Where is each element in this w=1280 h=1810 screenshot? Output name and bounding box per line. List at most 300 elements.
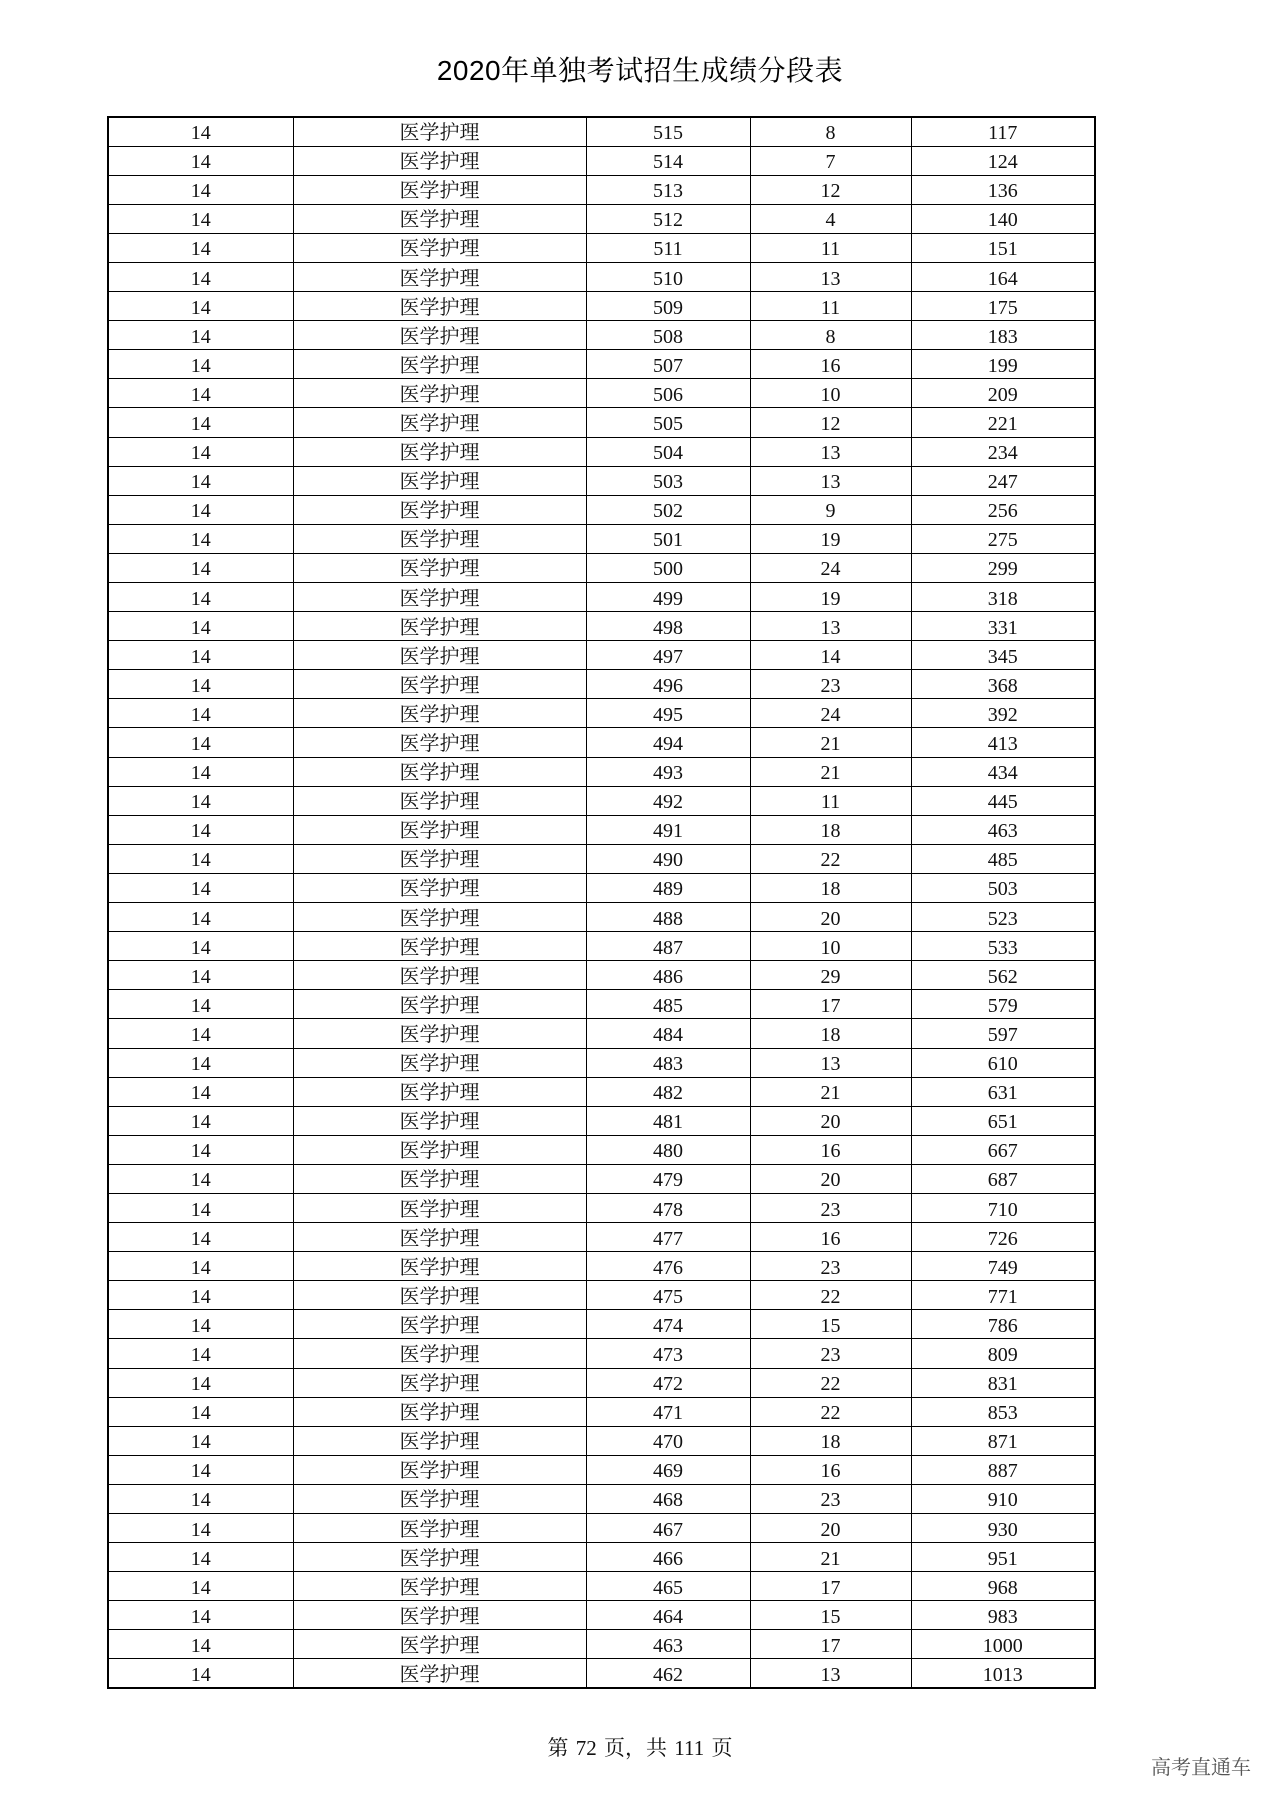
- cell-count: 21: [750, 1077, 911, 1106]
- cell-major: 医学护理: [293, 786, 586, 815]
- cell-major: 医学护理: [293, 321, 586, 350]
- table-row: [108, 175, 1095, 204]
- cell-category: 14: [108, 1223, 293, 1252]
- cell-score: 465: [586, 1572, 750, 1601]
- cell-category: 14: [108, 757, 293, 786]
- cell-score: 512: [586, 204, 750, 233]
- cell-count: 13: [750, 466, 911, 495]
- cell-count: 13: [750, 1659, 911, 1688]
- cell-score: 491: [586, 815, 750, 844]
- table-row: [108, 1281, 1095, 1310]
- cell-count: 7: [750, 146, 911, 175]
- cell-cumulative: 749: [911, 1252, 1095, 1281]
- watermark-text: 高考直通车: [1151, 1757, 1251, 1779]
- table-row: [108, 1572, 1095, 1601]
- cell-major: 医学护理: [293, 553, 586, 582]
- cell-score: 485: [586, 990, 750, 1019]
- cell-category: 14: [108, 1426, 293, 1455]
- cell-score: 468: [586, 1484, 750, 1513]
- cell-category: 14: [108, 1601, 293, 1630]
- cell-cumulative: 726: [911, 1223, 1095, 1252]
- cell-cumulative: 209: [911, 379, 1095, 408]
- cell-count: 22: [750, 844, 911, 873]
- cell-count: 13: [750, 1048, 911, 1077]
- cell-major: 医学护理: [293, 524, 586, 553]
- table-row: [108, 1048, 1095, 1077]
- cell-cumulative: 368: [911, 670, 1095, 699]
- cell-major: 医学护理: [293, 1368, 586, 1397]
- cell-cumulative: 771: [911, 1281, 1095, 1310]
- cell-category: 14: [108, 262, 293, 291]
- cell-category: 14: [108, 175, 293, 204]
- cell-category: 14: [108, 1310, 293, 1339]
- table-row: [108, 1455, 1095, 1484]
- cell-category: 14: [108, 990, 293, 1019]
- cell-score: 466: [586, 1543, 750, 1572]
- cell-count: 16: [750, 1135, 911, 1164]
- cell-major: 医学护理: [293, 1310, 586, 1339]
- table-row: [108, 117, 1095, 146]
- cell-count: 20: [750, 1164, 911, 1193]
- cell-count: 18: [750, 873, 911, 902]
- cell-category: 14: [108, 1514, 293, 1543]
- cell-score: 507: [586, 350, 750, 379]
- cell-score: 471: [586, 1397, 750, 1426]
- table-row: [108, 1630, 1095, 1659]
- cell-score: 513: [586, 175, 750, 204]
- cell-score: 482: [586, 1077, 750, 1106]
- cell-count: 11: [750, 292, 911, 321]
- cell-score: 493: [586, 757, 750, 786]
- cell-count: 4: [750, 204, 911, 233]
- cell-score: 484: [586, 1019, 750, 1048]
- cell-category: 14: [108, 1252, 293, 1281]
- cell-count: 17: [750, 1630, 911, 1659]
- table-row: [108, 815, 1095, 844]
- cell-cumulative: 687: [911, 1164, 1095, 1193]
- cell-major: 医学护理: [293, 379, 586, 408]
- cell-cumulative: 299: [911, 553, 1095, 582]
- cell-category: 14: [108, 1368, 293, 1397]
- cell-count: 23: [750, 670, 911, 699]
- cell-category: 14: [108, 1659, 293, 1688]
- table-row: [108, 641, 1095, 670]
- cell-cumulative: 199: [911, 350, 1095, 379]
- cell-major: 医学护理: [293, 699, 586, 728]
- table-row: [108, 1193, 1095, 1222]
- cell-count: 23: [750, 1193, 911, 1222]
- cell-cumulative: 183: [911, 321, 1095, 350]
- table-row: [108, 146, 1095, 175]
- cell-cumulative: 610: [911, 1048, 1095, 1077]
- cell-cumulative: 345: [911, 641, 1095, 670]
- cell-score: 499: [586, 583, 750, 612]
- cell-major: 医学护理: [293, 1484, 586, 1513]
- cell-score: 497: [586, 641, 750, 670]
- table-row: [108, 699, 1095, 728]
- table-row: [108, 670, 1095, 699]
- cell-category: 14: [108, 350, 293, 379]
- cell-category: 14: [108, 292, 293, 321]
- cell-count: 9: [750, 495, 911, 524]
- cell-category: 14: [108, 1455, 293, 1484]
- cell-count: 23: [750, 1252, 911, 1281]
- cell-category: 14: [108, 1106, 293, 1135]
- cell-score: 480: [586, 1135, 750, 1164]
- cell-category: 14: [108, 961, 293, 990]
- cell-count: 8: [750, 321, 911, 350]
- cell-score: 469: [586, 1455, 750, 1484]
- cell-major: 医学护理: [293, 175, 586, 204]
- cell-major: 医学护理: [293, 1659, 586, 1688]
- cell-category: 14: [108, 903, 293, 932]
- cell-category: 14: [108, 1135, 293, 1164]
- cell-count: 16: [750, 1223, 911, 1252]
- cell-cumulative: 786: [911, 1310, 1095, 1339]
- cell-major: 医学护理: [293, 1019, 586, 1048]
- cell-major: 医学护理: [293, 990, 586, 1019]
- cell-cumulative: 164: [911, 262, 1095, 291]
- cell-cumulative: 523: [911, 903, 1095, 932]
- cell-major: 医学护理: [293, 1601, 586, 1630]
- cell-score: 475: [586, 1281, 750, 1310]
- cell-major: 医学护理: [293, 1077, 586, 1106]
- cell-score: 506: [586, 379, 750, 408]
- cell-major: 医学护理: [293, 262, 586, 291]
- cell-cumulative: 445: [911, 786, 1095, 815]
- table-row: [108, 1484, 1095, 1513]
- cell-major: 医学护理: [293, 903, 586, 932]
- cell-major: 医学护理: [293, 1514, 586, 1543]
- cell-score: 476: [586, 1252, 750, 1281]
- cell-major: 医学护理: [293, 612, 586, 641]
- cell-major: 医学护理: [293, 117, 586, 146]
- cell-category: 14: [108, 844, 293, 873]
- cell-cumulative: 710: [911, 1193, 1095, 1222]
- cell-score: 501: [586, 524, 750, 553]
- cell-count: 11: [750, 233, 911, 262]
- cell-cumulative: 140: [911, 204, 1095, 233]
- cell-cumulative: 597: [911, 1019, 1095, 1048]
- cell-major: 医学护理: [293, 408, 586, 437]
- cell-score: 496: [586, 670, 750, 699]
- table-row: [108, 233, 1095, 262]
- cell-cumulative: 579: [911, 990, 1095, 1019]
- cell-category: 14: [108, 1484, 293, 1513]
- table-row: [108, 292, 1095, 321]
- cell-score: 502: [586, 495, 750, 524]
- cell-count: 20: [750, 1514, 911, 1543]
- cell-category: 14: [108, 1164, 293, 1193]
- cell-score: 477: [586, 1223, 750, 1252]
- cell-count: 21: [750, 1543, 911, 1572]
- cell-category: 14: [108, 204, 293, 233]
- cell-category: 14: [108, 641, 293, 670]
- cell-category: 14: [108, 553, 293, 582]
- cell-major: 医学护理: [293, 466, 586, 495]
- table-row: [108, 583, 1095, 612]
- cell-score: 470: [586, 1426, 750, 1455]
- cell-major: 医学护理: [293, 1455, 586, 1484]
- cell-category: 14: [108, 495, 293, 524]
- cell-score: 483: [586, 1048, 750, 1077]
- cell-category: 14: [108, 1630, 293, 1659]
- cell-major: 医学护理: [293, 961, 586, 990]
- cell-score: 462: [586, 1659, 750, 1688]
- cell-major: 医学护理: [293, 1426, 586, 1455]
- cell-cumulative: 275: [911, 524, 1095, 553]
- table-row: [108, 204, 1095, 233]
- cell-score: 486: [586, 961, 750, 990]
- cell-cumulative: 151: [911, 233, 1095, 262]
- cell-count: 20: [750, 1106, 911, 1135]
- cell-cumulative: 413: [911, 728, 1095, 757]
- table-row: [108, 1164, 1095, 1193]
- score-table: [107, 116, 1096, 1689]
- cell-category: 14: [108, 1281, 293, 1310]
- cell-cumulative: 136: [911, 175, 1095, 204]
- cell-major: 医学护理: [293, 1135, 586, 1164]
- cell-score: 492: [586, 786, 750, 815]
- cell-cumulative: 1000: [911, 1630, 1095, 1659]
- cell-category: 14: [108, 815, 293, 844]
- cell-count: 23: [750, 1339, 911, 1368]
- table-row: [108, 786, 1095, 815]
- cell-score: 505: [586, 408, 750, 437]
- cell-count: 8: [750, 117, 911, 146]
- cell-score: 479: [586, 1164, 750, 1193]
- cell-score: 487: [586, 932, 750, 961]
- cell-score: 463: [586, 1630, 750, 1659]
- cell-major: 医学护理: [293, 233, 586, 262]
- cell-score: 510: [586, 262, 750, 291]
- table-row: [108, 903, 1095, 932]
- cell-major: 医学护理: [293, 873, 586, 902]
- cell-major: 医学护理: [293, 728, 586, 757]
- table-row: [108, 1368, 1095, 1397]
- cell-major: 医学护理: [293, 1339, 586, 1368]
- table-row: [108, 437, 1095, 466]
- table-row: [108, 1223, 1095, 1252]
- cell-category: 14: [108, 408, 293, 437]
- cell-major: 医学护理: [293, 146, 586, 175]
- cell-category: 14: [108, 1572, 293, 1601]
- table-row: [108, 321, 1095, 350]
- cell-cumulative: 318: [911, 583, 1095, 612]
- cell-category: 14: [108, 146, 293, 175]
- cell-major: 医学护理: [293, 1630, 586, 1659]
- cell-major: 医学护理: [293, 1397, 586, 1426]
- cell-major: 医学护理: [293, 437, 586, 466]
- cell-cumulative: 667: [911, 1135, 1095, 1164]
- cell-score: 464: [586, 1601, 750, 1630]
- cell-category: 14: [108, 1193, 293, 1222]
- cell-count: 15: [750, 1310, 911, 1339]
- cell-score: 474: [586, 1310, 750, 1339]
- cell-cumulative: 533: [911, 932, 1095, 961]
- cell-score: 500: [586, 553, 750, 582]
- cell-major: 医学护理: [293, 204, 586, 233]
- table-row: [108, 1019, 1095, 1048]
- cell-major: 医学护理: [293, 1193, 586, 1222]
- cell-score: 490: [586, 844, 750, 873]
- cell-major: 医学护理: [293, 641, 586, 670]
- cell-major: 医学护理: [293, 1164, 586, 1193]
- table-row: [108, 1659, 1095, 1688]
- cell-category: 14: [108, 117, 293, 146]
- cell-cumulative: 434: [911, 757, 1095, 786]
- cell-cumulative: 331: [911, 612, 1095, 641]
- cell-cumulative: 809: [911, 1339, 1095, 1368]
- cell-score: 498: [586, 612, 750, 641]
- cell-category: 14: [108, 233, 293, 262]
- cell-score: 488: [586, 903, 750, 932]
- table-row: [108, 466, 1095, 495]
- table-row: [108, 1252, 1095, 1281]
- cell-cumulative: 485: [911, 844, 1095, 873]
- cell-major: 医学护理: [293, 670, 586, 699]
- table-row: [108, 524, 1095, 553]
- cell-count: 29: [750, 961, 911, 990]
- cell-major: 医学护理: [293, 1572, 586, 1601]
- table-row: [108, 844, 1095, 873]
- cell-category: 14: [108, 1077, 293, 1106]
- cell-category: 14: [108, 437, 293, 466]
- cell-category: 14: [108, 699, 293, 728]
- cell-score: 503: [586, 466, 750, 495]
- cell-category: 14: [108, 728, 293, 757]
- cell-count: 21: [750, 728, 911, 757]
- cell-cumulative: 631: [911, 1077, 1095, 1106]
- cell-score: 514: [586, 146, 750, 175]
- cell-cumulative: 1013: [911, 1659, 1095, 1688]
- cell-score: 515: [586, 117, 750, 146]
- cell-cumulative: 124: [911, 146, 1095, 175]
- cell-cumulative: 463: [911, 815, 1095, 844]
- cell-cumulative: 951: [911, 1543, 1095, 1572]
- cell-count: 18: [750, 815, 911, 844]
- cell-category: 14: [108, 670, 293, 699]
- cell-count: 21: [750, 757, 911, 786]
- cell-category: 14: [108, 1339, 293, 1368]
- cell-count: 13: [750, 262, 911, 291]
- table-row: [108, 873, 1095, 902]
- cell-cumulative: 562: [911, 961, 1095, 990]
- cell-category: 14: [108, 932, 293, 961]
- table-row: [108, 757, 1095, 786]
- cell-major: 医学护理: [293, 495, 586, 524]
- cell-cumulative: 247: [911, 466, 1095, 495]
- cell-major: 医学护理: [293, 757, 586, 786]
- cell-count: 12: [750, 408, 911, 437]
- cell-cumulative: 651: [911, 1106, 1095, 1135]
- cell-cumulative: 175: [911, 292, 1095, 321]
- cell-cumulative: 392: [911, 699, 1095, 728]
- cell-cumulative: 221: [911, 408, 1095, 437]
- cell-score: 509: [586, 292, 750, 321]
- cell-count: 18: [750, 1019, 911, 1048]
- cell-category: 14: [108, 1543, 293, 1572]
- cell-count: 17: [750, 990, 911, 1019]
- cell-score: 508: [586, 321, 750, 350]
- cell-category: 14: [108, 1019, 293, 1048]
- cell-category: 14: [108, 612, 293, 641]
- cell-major: 医学护理: [293, 1543, 586, 1572]
- cell-major: 医学护理: [293, 1281, 586, 1310]
- cell-category: 14: [108, 1048, 293, 1077]
- cell-count: 19: [750, 583, 911, 612]
- cell-cumulative: 853: [911, 1397, 1095, 1426]
- cell-count: 13: [750, 612, 911, 641]
- cell-count: 15: [750, 1601, 911, 1630]
- table-row: [108, 1077, 1095, 1106]
- table-row: [108, 1106, 1095, 1135]
- score-table-body: [108, 117, 1095, 1688]
- cell-cumulative: 831: [911, 1368, 1095, 1397]
- cell-score: 511: [586, 233, 750, 262]
- cell-major: 医学护理: [293, 350, 586, 379]
- cell-score: 495: [586, 699, 750, 728]
- cell-major: 医学护理: [293, 1223, 586, 1252]
- cell-score: 481: [586, 1106, 750, 1135]
- cell-count: 16: [750, 1455, 911, 1484]
- table-row: [108, 1310, 1095, 1339]
- cell-count: 20: [750, 903, 911, 932]
- page-title: 2020年单独考试招生成绩分段表: [436, 55, 844, 86]
- cell-count: 16: [750, 350, 911, 379]
- cell-score: 472: [586, 1368, 750, 1397]
- cell-category: 14: [108, 379, 293, 408]
- table-row: [108, 1135, 1095, 1164]
- cell-category: 14: [108, 524, 293, 553]
- cell-category: 14: [108, 873, 293, 902]
- cell-cumulative: 117: [911, 117, 1095, 146]
- table-row: [108, 350, 1095, 379]
- cell-major: 医学护理: [293, 1252, 586, 1281]
- cell-count: 22: [750, 1397, 911, 1426]
- cell-cumulative: 234: [911, 437, 1095, 466]
- cell-score: 504: [586, 437, 750, 466]
- cell-count: 10: [750, 379, 911, 408]
- cell-score: 473: [586, 1339, 750, 1368]
- cell-count: 10: [750, 932, 911, 961]
- table-row: [108, 728, 1095, 757]
- cell-major: 医学护理: [293, 815, 586, 844]
- cell-count: 22: [750, 1368, 911, 1397]
- table-row: [108, 553, 1095, 582]
- cell-score: 478: [586, 1193, 750, 1222]
- table-row: [108, 1514, 1095, 1543]
- table-row: [108, 495, 1095, 524]
- cell-major: 医学护理: [293, 1048, 586, 1077]
- cell-category: 14: [108, 786, 293, 815]
- table-row: [108, 961, 1095, 990]
- cell-cumulative: 983: [911, 1601, 1095, 1630]
- cell-category: 14: [108, 321, 293, 350]
- page-number-footer: 第 72 页，共 111 页: [547, 1736, 733, 1760]
- cell-major: 医学护理: [293, 1106, 586, 1135]
- cell-major: 医学护理: [293, 844, 586, 873]
- cell-category: 14: [108, 466, 293, 495]
- cell-count: 11: [750, 786, 911, 815]
- cell-cumulative: 871: [911, 1426, 1095, 1455]
- cell-count: 12: [750, 175, 911, 204]
- table-row: [108, 932, 1095, 961]
- table-row: [108, 1426, 1095, 1455]
- table-row: [108, 1601, 1095, 1630]
- cell-category: 14: [108, 1397, 293, 1426]
- cell-cumulative: 503: [911, 873, 1095, 902]
